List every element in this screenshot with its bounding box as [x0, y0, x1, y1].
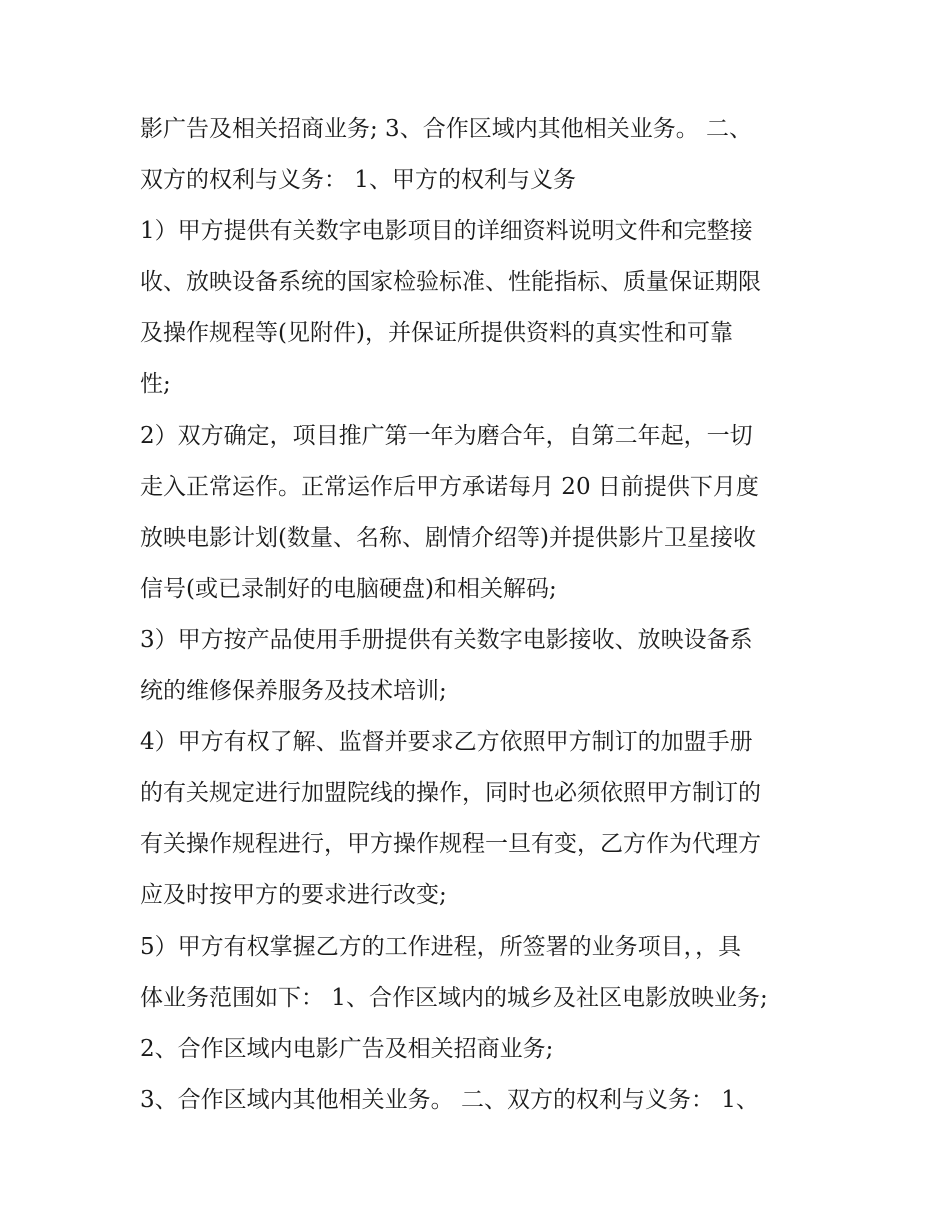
- text-line: 双方的权利与义务： 1、甲方的权利与义务: [140, 167, 576, 194]
- text-line: 4）甲方有权了解、监督并要求乙方依照甲方制订的加盟手册: [140, 729, 753, 756]
- text-line: 统的维修保养服务及技术培训;: [140, 678, 447, 705]
- text-line: 3、合作区域内其他相关业务。 二、双方的权利与义务： 1、: [140, 1086, 759, 1113]
- text-line: 2、合作区域内电影广告及相关招商业务;: [140, 1035, 554, 1062]
- text-line: 信号(或已录制好的电脑硬盘)和相关解码;: [140, 575, 557, 602]
- text-line: 收、放映设备系统的国家检验标准、性能指标、质量保证期限: [140, 269, 761, 296]
- text-line: 2）双方确定，项目推广第一年为磨合年，自第二年起，一切: [140, 422, 753, 449]
- text-line: 走入正常运作。正常运作后甲方承诺每月 20 日前提供下月度: [140, 473, 759, 500]
- text-line: 及操作规程等(见附件)，并保证所提供资料的真实性和可靠: [140, 320, 733, 347]
- document-body: [140, 104, 820, 1126]
- text-line: 性;: [140, 371, 171, 398]
- text-line: 3）甲方按产品使用手册提供有关数字电影接收、放映设备系: [140, 626, 753, 653]
- text-line: 应及时按甲方的要求进行改变;: [140, 882, 447, 909]
- text-line: 放映电影计划(数量、名称、剧情介绍等)并提供影片卫星接收: [140, 524, 756, 551]
- text-line: 体业务范围如下： 1、合作区域内的城乡及社区电影放映业务;: [140, 984, 768, 1011]
- text-line: 的有关规定进行加盟院线的操作，同时也必须依照甲方制订的: [140, 780, 761, 807]
- text-line: 5）甲方有权掌握乙方的工作进程，所签署的业务项目，，具: [140, 933, 742, 960]
- text-line: 有关操作规程进行，甲方操作规程一旦有变，乙方作为代理方: [140, 831, 761, 858]
- text-line: 影广告及相关招商业务; 3、合作区域内其他相关业务。 二、: [140, 116, 753, 142]
- text-line: 1）甲方提供有关数字电影项目的详细资料说明文件和完整接: [140, 218, 753, 245]
